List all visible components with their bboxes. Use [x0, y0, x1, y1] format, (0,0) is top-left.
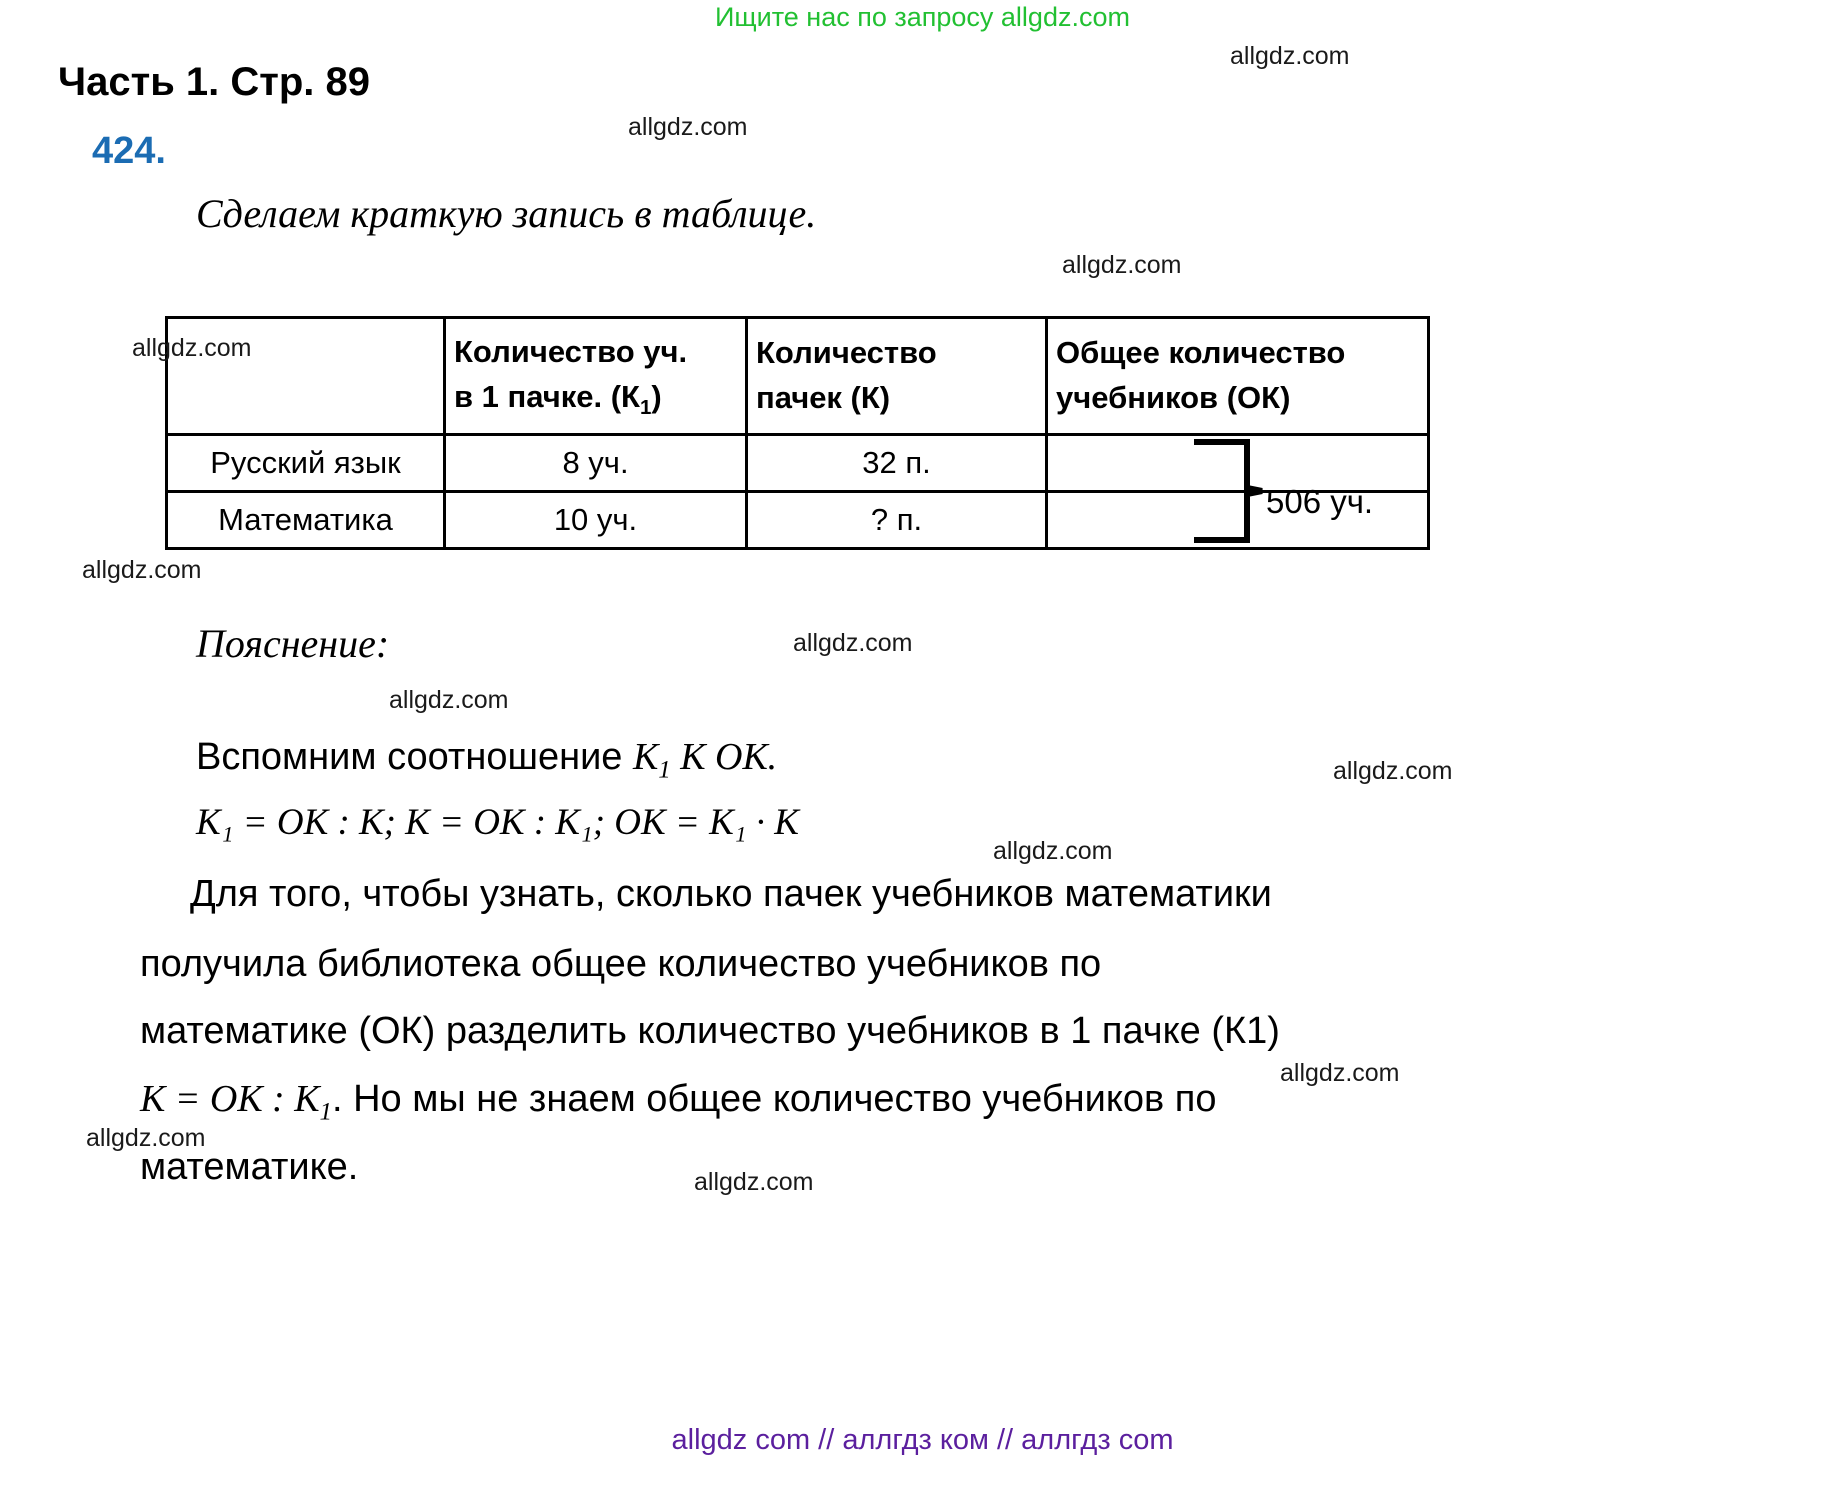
watermark-3: allgdz.com: [132, 334, 252, 362]
table-header-k1: [445, 318, 747, 435]
explanation-recall-line: [196, 738, 777, 783]
total-books-label: 506 уч.: [1266, 483, 1374, 520]
table-row: [167, 435, 1429, 492]
footer-credits: allgdz com // аллгдз ком // аллгдз com: [671, 1424, 1174, 1456]
short-record-table: [165, 316, 1430, 550]
table-header-ok-line2: учебников (ОК): [1056, 380, 1291, 415]
cell-russian-ok: [1047, 435, 1429, 520]
watermark-6: allgdz.com: [389, 686, 509, 714]
recall-formula-subscript: 1: [658, 756, 671, 784]
watermark-4: allgdz.com: [82, 556, 202, 584]
table-row: [167, 492, 1429, 549]
cell-math-ok: [1047, 492, 1429, 549]
watermark-0: allgdz.com: [1230, 42, 1350, 70]
table-header-k1-line2-tail: ): [651, 378, 662, 414]
explanation-paragraph-line-2: получила библиотека общее количество учебников по: [140, 943, 1102, 985]
cell-math-k: ? п.: [747, 492, 1047, 549]
explanation-paragraph-line-4: [140, 1080, 1217, 1125]
watermark-8: allgdz.com: [993, 837, 1113, 865]
page-title: Часть 1. Стр. 89: [58, 60, 370, 104]
watermark-1: allgdz.com: [628, 113, 748, 141]
last-formula-tail: . Но мы не знаем общее количество учебников по: [332, 1078, 1217, 1120]
table-header-k-line2: пачек (К): [756, 380, 891, 415]
explanation-paragraph-line-5: математике.: [140, 1146, 359, 1188]
watermark-11: allgdz.com: [694, 1168, 814, 1196]
recall-prefix: Вспомним соотношение: [196, 736, 633, 778]
watermark-7: allgdz.com: [1333, 757, 1453, 785]
table-header-k1-line1: Количество уч.: [454, 333, 688, 369]
table-header-ok-line1: Общее количество: [1056, 335, 1346, 371]
table-header-k1-line2: в 1 пачке. (К: [454, 378, 640, 414]
recall-formula-tail: К ОК.: [670, 736, 778, 778]
explanation-title: Пояснение:: [196, 621, 390, 666]
table-header-k-line1: Количество: [756, 335, 937, 371]
explanation-formula-line: К₁ = ОК : К; К = ОК : К₁; ОК = К₁ · К: [196, 802, 799, 843]
last-formula-subscript: 1: [319, 1098, 332, 1126]
watermark-2: allgdz.com: [1062, 251, 1182, 279]
cell-math-k1: 10 уч.: [445, 492, 747, 549]
last-formula-base: К = ОК : К: [140, 1078, 320, 1120]
explanation-paragraph-line-1: Для того, чтобы узнать, сколько пачек учебников математики: [190, 873, 1272, 915]
table-header-k1-subscript: 1: [639, 395, 652, 419]
table-header-k: [747, 318, 1047, 435]
cell-russian-k1: 8 уч.: [445, 435, 747, 492]
watermark-5: allgdz.com: [793, 629, 913, 657]
watermark-9: allgdz.com: [1280, 1059, 1400, 1087]
intro-sentence: Сделаем краткую запись в таблице.: [196, 191, 817, 236]
table-header-blank: [167, 318, 445, 435]
watermark-10: allgdz.com: [86, 1124, 206, 1152]
explanation-paragraph-line-3: математике (ОК) разделить количество учебников в 1 пачке (К1): [140, 1010, 1280, 1052]
table-header-ok: [1047, 318, 1429, 435]
row-label-russian: Русский язык: [167, 435, 445, 492]
site-promo-banner: Ищите нас по запросу allgdz.com: [715, 2, 1130, 32]
table-header-row: [167, 318, 1429, 435]
recall-formula-base: К: [632, 736, 659, 778]
row-label-math: Математика: [167, 492, 445, 549]
cell-russian-k: 32 п.: [747, 435, 1047, 492]
task-number-label: 424.: [92, 130, 166, 172]
